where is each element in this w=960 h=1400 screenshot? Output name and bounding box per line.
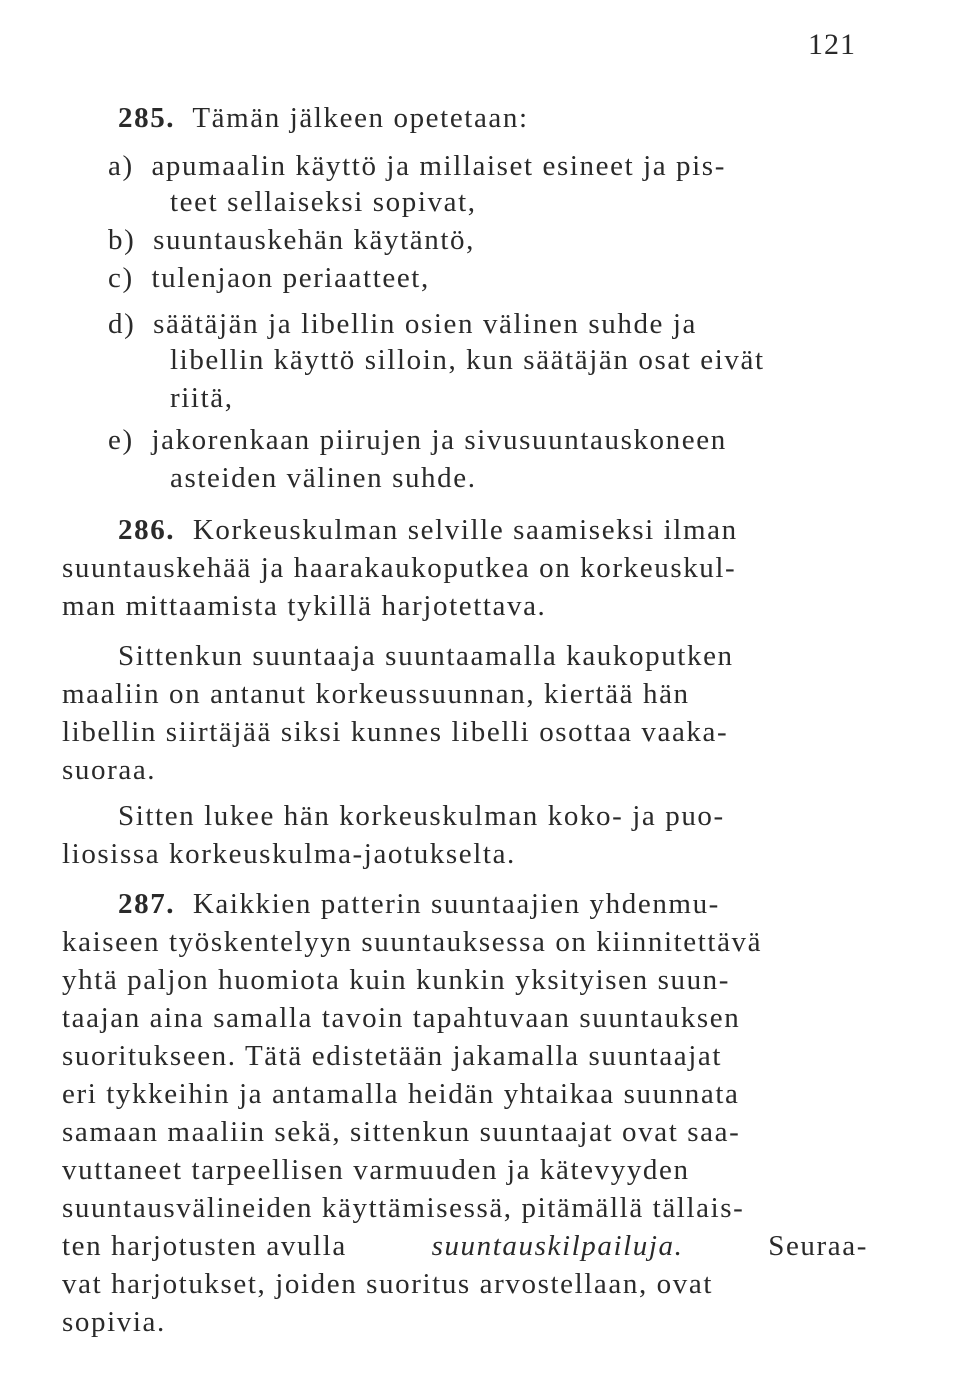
list-text: apumaalin käyttö ja millaiset esineet ja pis- (151, 150, 726, 182)
paragraph-text: ten harjotusten avulla (62, 1230, 347, 1262)
paragraph-line: eri tykkeihin ja antamalla heidän yhtaikaa suunnata (62, 1078, 740, 1110)
section-number: 287. (118, 888, 176, 920)
paragraph-line: suuntauskehää ja haarakaukoputkea on korkeuskul- (62, 552, 737, 584)
list-item-e (108, 424, 727, 457)
paragraph-line: Sitten lukee hän korkeuskulman koko- ja puo- (118, 800, 725, 832)
paragraph-line: suoraa. (62, 754, 157, 786)
section-287-paragraph (118, 888, 720, 921)
list-marker: b) (108, 224, 136, 256)
list-item-d-continued: riitä, (170, 382, 234, 414)
section-intro: Tämän jälkeen opetetaan: (192, 102, 529, 134)
paragraph-line: sopivia. (62, 1306, 166, 1338)
section-285-heading (118, 102, 529, 135)
list-marker: e) (108, 424, 134, 456)
paragraph-line: man mittaamista tykillä harjotettava. (62, 590, 547, 622)
list-item-e-continued: asteiden välinen suhde. (170, 462, 477, 494)
list-text: säätäjän ja libellin osien välinen suhde ja (153, 308, 697, 340)
section-number: 285. (118, 102, 176, 134)
paragraph-line: taajan aina samalla tavoin tapahtuvaan suuntauksen (62, 1002, 741, 1034)
section-286-paragraph-1 (118, 514, 738, 547)
list-marker: a) (108, 150, 134, 182)
paragraph-text: Kaikkien patterin suuntaajien yhdenmu- (192, 888, 720, 920)
list-text: suuntauskehän käytäntö, (153, 224, 475, 256)
list-marker: d) (108, 308, 136, 340)
paragraph-line: yhtä paljon huomiota kuin kunkin yksityisen suun- (62, 964, 731, 996)
paragraph-line: samaan maaliin sekä, sittenkun suuntaajat ovat saa- (62, 1116, 741, 1148)
section-number: 286. (118, 514, 176, 546)
paragraph-line: suuntausvälineiden käyttämisessä, pitämällä tällais- (62, 1192, 745, 1224)
paragraph-line: vuttaneet tarpeellisen varmuuden ja kätevyyden (62, 1154, 690, 1186)
list-item-a-continued: teet sellaiseksi sopivat, (170, 186, 477, 218)
list-item-d (108, 308, 697, 341)
list-item-d-continued: libellin käyttö silloin, kun säätäjän osat eivät (170, 344, 765, 376)
paragraph-text: Seuraa- (768, 1230, 868, 1262)
emphasized-term: suuntauskilpailuja. (431, 1230, 684, 1262)
paragraph-line: Sittenkun suuntaaja suuntaamalla kaukoputken (118, 640, 734, 672)
paragraph-line: maaliin on antanut korkeussuunnan, kiertää hän (62, 678, 690, 710)
list-item-c (108, 262, 430, 295)
paragraph-line: libellin siirtäjää siksi kunnes libelli osottaa vaaka- (62, 716, 729, 748)
list-item-b (108, 224, 475, 257)
paragraph-line: suoritukseen. Tätä edistetään jakamalla suuntaajat (62, 1040, 723, 1072)
paragraph-line-with-emphasis (62, 1230, 868, 1263)
paragraph-line: vat harjotukset, joiden suoritus arvostellaan, ovat (62, 1268, 713, 1300)
list-text: jakorenkaan piirujen ja sivusuuntauskoneen (151, 424, 727, 456)
paragraph-line: kaiseen työskentelyyn suuntauksessa on kiinnitettävä (62, 926, 763, 958)
page-number: 121 (808, 28, 856, 61)
list-item-a (108, 150, 726, 183)
list-text: tulenjaon periaatteet, (151, 262, 430, 294)
paragraph-line: liosissa korkeuskulma-jaotukselta. (62, 838, 516, 870)
paragraph-text: Korkeuskulman selville saamiseksi ilman (192, 514, 738, 546)
list-marker: c) (108, 262, 134, 294)
